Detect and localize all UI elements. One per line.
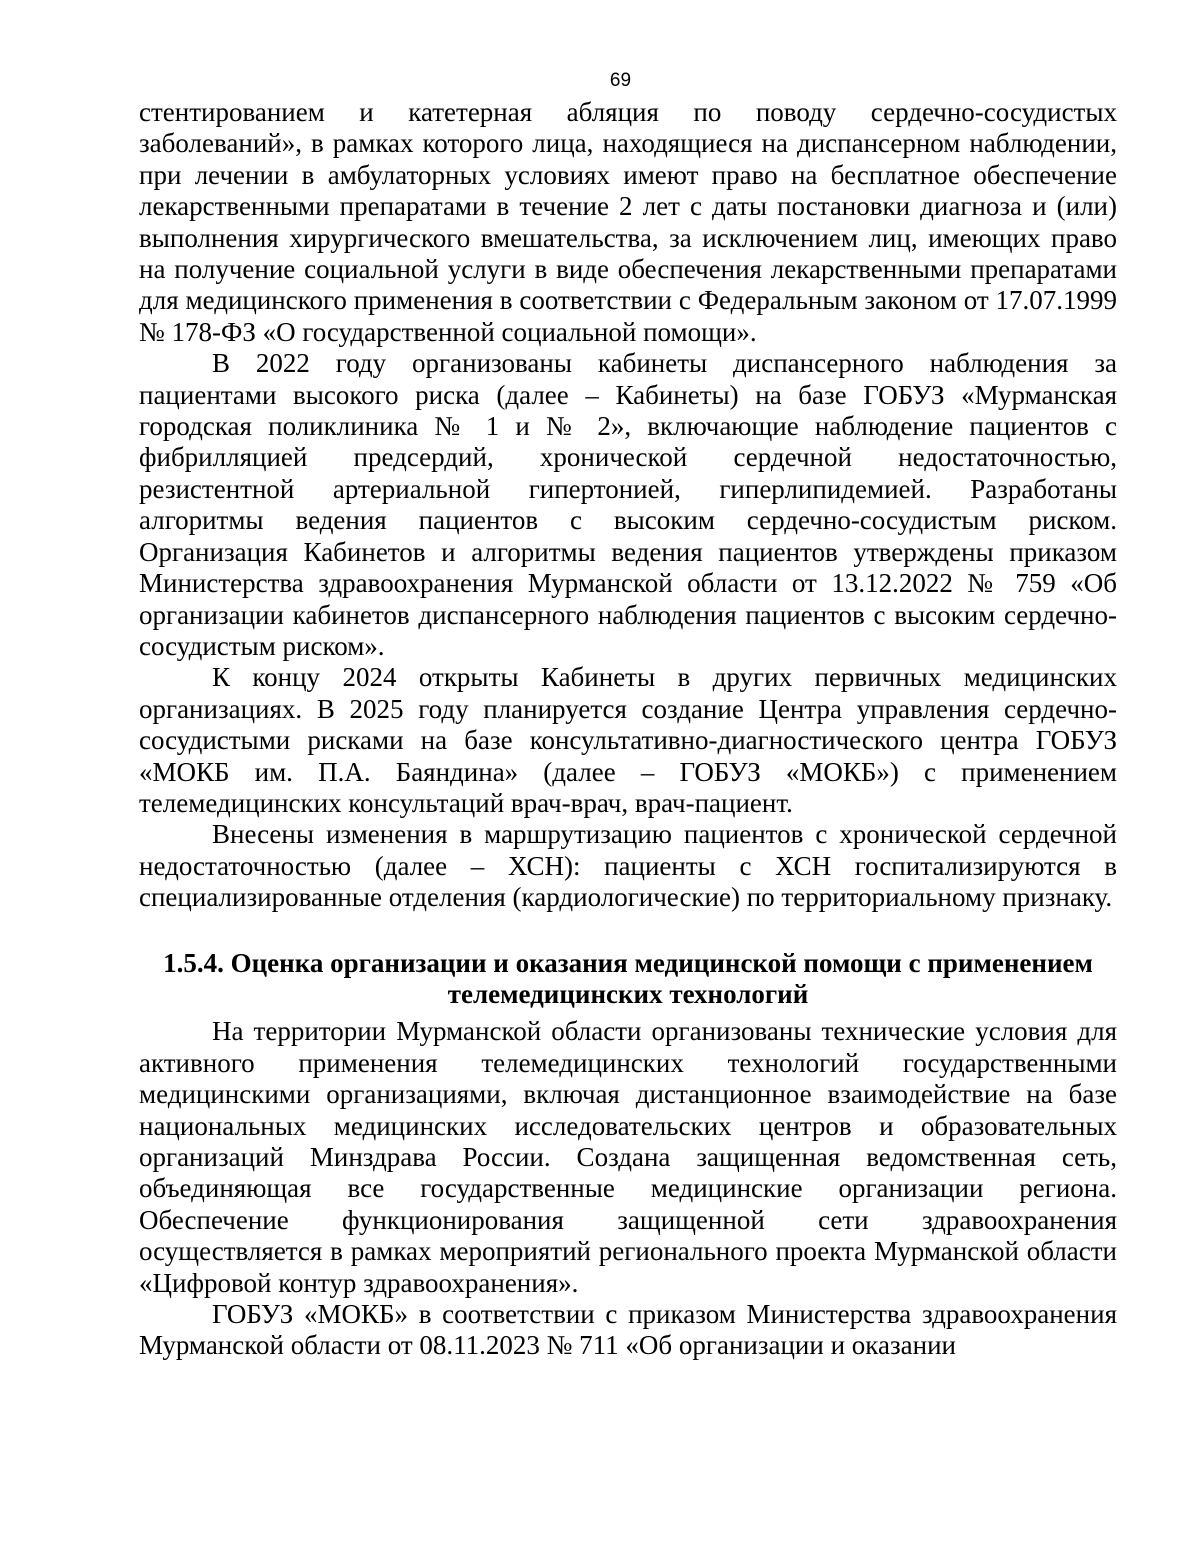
page-number: 69 bbox=[609, 70, 632, 91]
paragraph: На территории Мурманской области организованы технические условия для активного применения телемедицинских технологий государственными медицинскими организациями, включая дистанционное взаимодействие на базе национальных медицинских исследовательских центров и образовательных организаций Минздрава России. Создана защищенная ведомственная сеть, объединяющая все государственные медицинские организации региона. Обеспечение функционирования защищенной сети здравоохранения осуществляется в рамках мероприятий регионального проекта Мурманской области «Цифровой контур здравоохранения». bbox=[139, 1016, 1117, 1298]
paragraph: стентированием и катетерная абляция по поводу сердечно-сосудистых заболеваний», в рамках которого лица, находящиеся на диспансерном наблюдении, при лечении в амбулаторных условиях имеют право на бесплатное обеспечение лекарственными препаратами в течение 2 лет с даты постановки диагноза и (или) выполнения хирургического вмешательства, за исключением лиц, имеющих право на получение социальной услуги в виде обеспечения лекарственными препаратами для медицинского применения в соответствии с Федеральным законом от 17.07.1999 № 178-ФЗ «О государственной социальной помощи». bbox=[139, 97, 1117, 347]
section-heading: 1.5.4. Оценка организации и оказания медицинской помощи с применением телемедицинских технологий bbox=[163, 947, 1093, 1009]
paragraph: Внесены изменения в маршрутизацию пациентов с хронической сердечной недостаточностью (далее – ХСН): пациенты с ХСН госпитализируются в специализированные отделения (кардиологические) по территориальному признаку. bbox=[139, 819, 1117, 913]
paragraph: К концу 2024 открыты Кабинеты в других первичных медицинских организациях. В 2025 году планируется создание Центра управления сердечно-сосудистыми рисками на базе консультативно-диагностического центра ГОБУЗ «МОКБ им. П.А. Баяндина» (далее – ГОБУЗ «МОКБ») с применением телемедицинских консультаций врач-врач, врач-пациент. bbox=[139, 662, 1117, 818]
paragraph: ГОБУЗ «МОКБ» в соответствии с приказом Министерства здравоохранения Мурманской области от 08.11.2023 № 711 «Об организации и оказании bbox=[139, 1299, 1117, 1361]
paragraph: В 2022 году организованы кабинеты диспансерного наблюдения за пациентами высокого риска (далее – Кабинеты) на базе ГОБУЗ «Мурманская городская поликлиника № 1 и № 2», включающие наблюдение пациентов с фибрилляцией предсердий, хронической сердечной недостаточностью, резистентной артериальной гипертонией, гиперлипидемией. Разработаны алгоритмы ведения пациентов с высоким сердечно-сосудистым риском. Организация Кабинетов и алгоритмы ведения пациентов утверждены приказом Министерства здравоохранения Мурманской области от 13.12.2022 № 759 «Об организации кабинетов диспансерного наблюдения пациентов с высоким сердечно-сосудистым риском». bbox=[139, 348, 1117, 661]
page-body bbox=[139, 97, 1117, 1362]
